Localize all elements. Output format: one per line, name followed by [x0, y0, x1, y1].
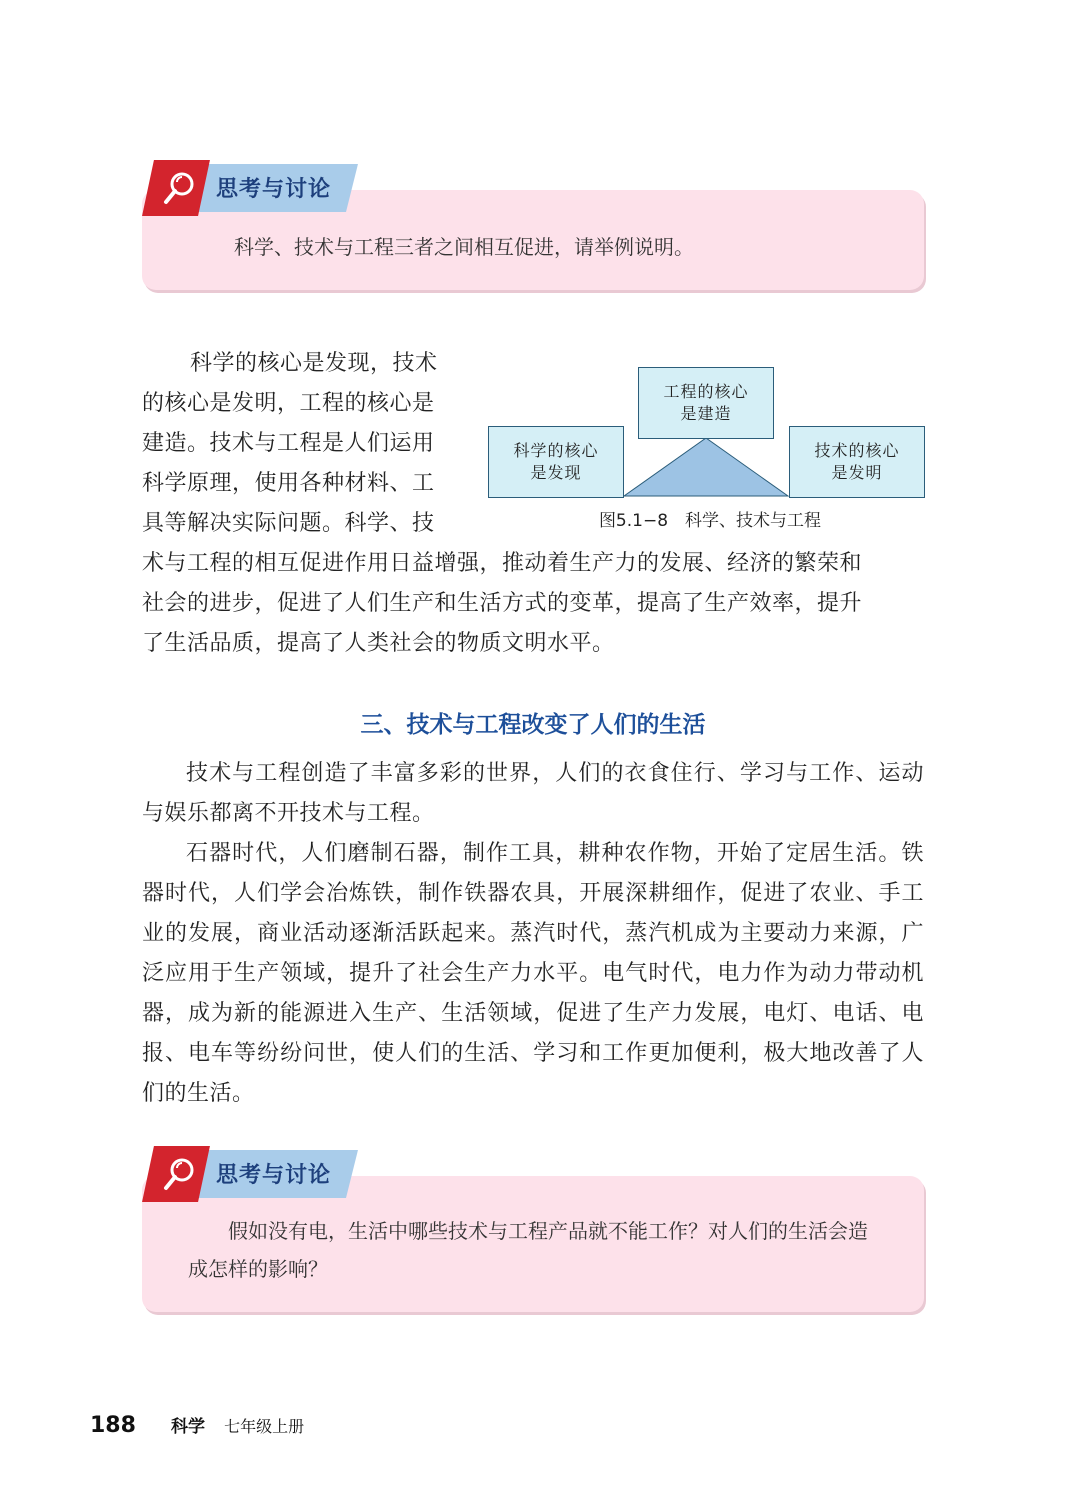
- figure-box-technology: 技术的核心 是发明: [789, 426, 925, 498]
- intro-line: 建造。技术与工程是人们运用: [142, 431, 435, 456]
- footer-grade: 七年级上册: [224, 1417, 305, 1436]
- figure-box-engineering: 工程的核心 是建造: [638, 367, 774, 439]
- body-paragraph-2: 石器时代，人们磨制石器，制作工具，耕种农作物，开始了定居生活。铁器时代，人们学会冶炼铁，制作铁器农具，开展深耕细作，促进了农业、手工业的发展，商业活动逐渐活跃起来。蒸汽时代，蒸汽机成为主要动力来源，广泛应用于生产领域，提升了社会生产力水平。电气时代，电力作为动力带动机器，成为新的能源进入生产、生活领域，促进了生产力发展，电灯、电话、电报、电车等纷纷问世，使人们的生活、学习和工作更加便利，极大地改善了人们的生活。: [142, 841, 924, 1106]
- discussion-1-title: 思考与讨论: [216, 177, 332, 202]
- discussion-header-2: [142, 1146, 354, 1202]
- discussion-1-text: 科学、技术与工程三者之间相互促进，请举例说明。: [234, 235, 694, 259]
- footer-subject: 科学: [171, 1417, 206, 1437]
- section-title: 三、技术与工程改变了人们的生活: [360, 712, 706, 738]
- intro-line: 术与工程的相互促进作用日益增强，推动着生产力的发展、经济的繁荣和: [142, 551, 863, 576]
- discussion-2-title: 思考与讨论: [216, 1163, 332, 1188]
- discussion-2-text: 假如没有电，生活中哪些技术与工程产品就不能工作？对人们的生活会造成怎样的影响？: [188, 1219, 868, 1281]
- page-footer: [90, 1412, 304, 1438]
- intro-line: 具等解决实际问题。科学、技: [142, 511, 435, 536]
- intro-line: 科学的核心是发现，技术: [190, 351, 438, 376]
- figure-caption: 图5.1−8 科学、技术与工程: [598, 511, 822, 531]
- magnifier-icon: [158, 166, 202, 210]
- body-paragraph-1: 技术与工程创造了丰富多彩的世界，人们的衣食住行、学习与工作、运动与娱乐都离不开技术与工程。: [142, 761, 924, 826]
- intro-line: 的核心是发明，工程的核心是: [142, 391, 435, 416]
- intro-line: 社会的进步，促进了人们生产和生活方式的变革，提高了生产效率，提升: [142, 591, 863, 616]
- figure-box-science: 科学的核心 是发现: [488, 426, 624, 498]
- intro-line: 了生活品质，提高了人类社会的物质文明水平。: [142, 631, 615, 656]
- page-number: 188: [90, 1413, 136, 1438]
- intro-line: 科学原理，使用各种材料、工: [142, 471, 435, 496]
- magnifier-icon: [158, 1152, 202, 1196]
- figure-triangle: [620, 436, 792, 498]
- discussion-header-1: [142, 160, 354, 216]
